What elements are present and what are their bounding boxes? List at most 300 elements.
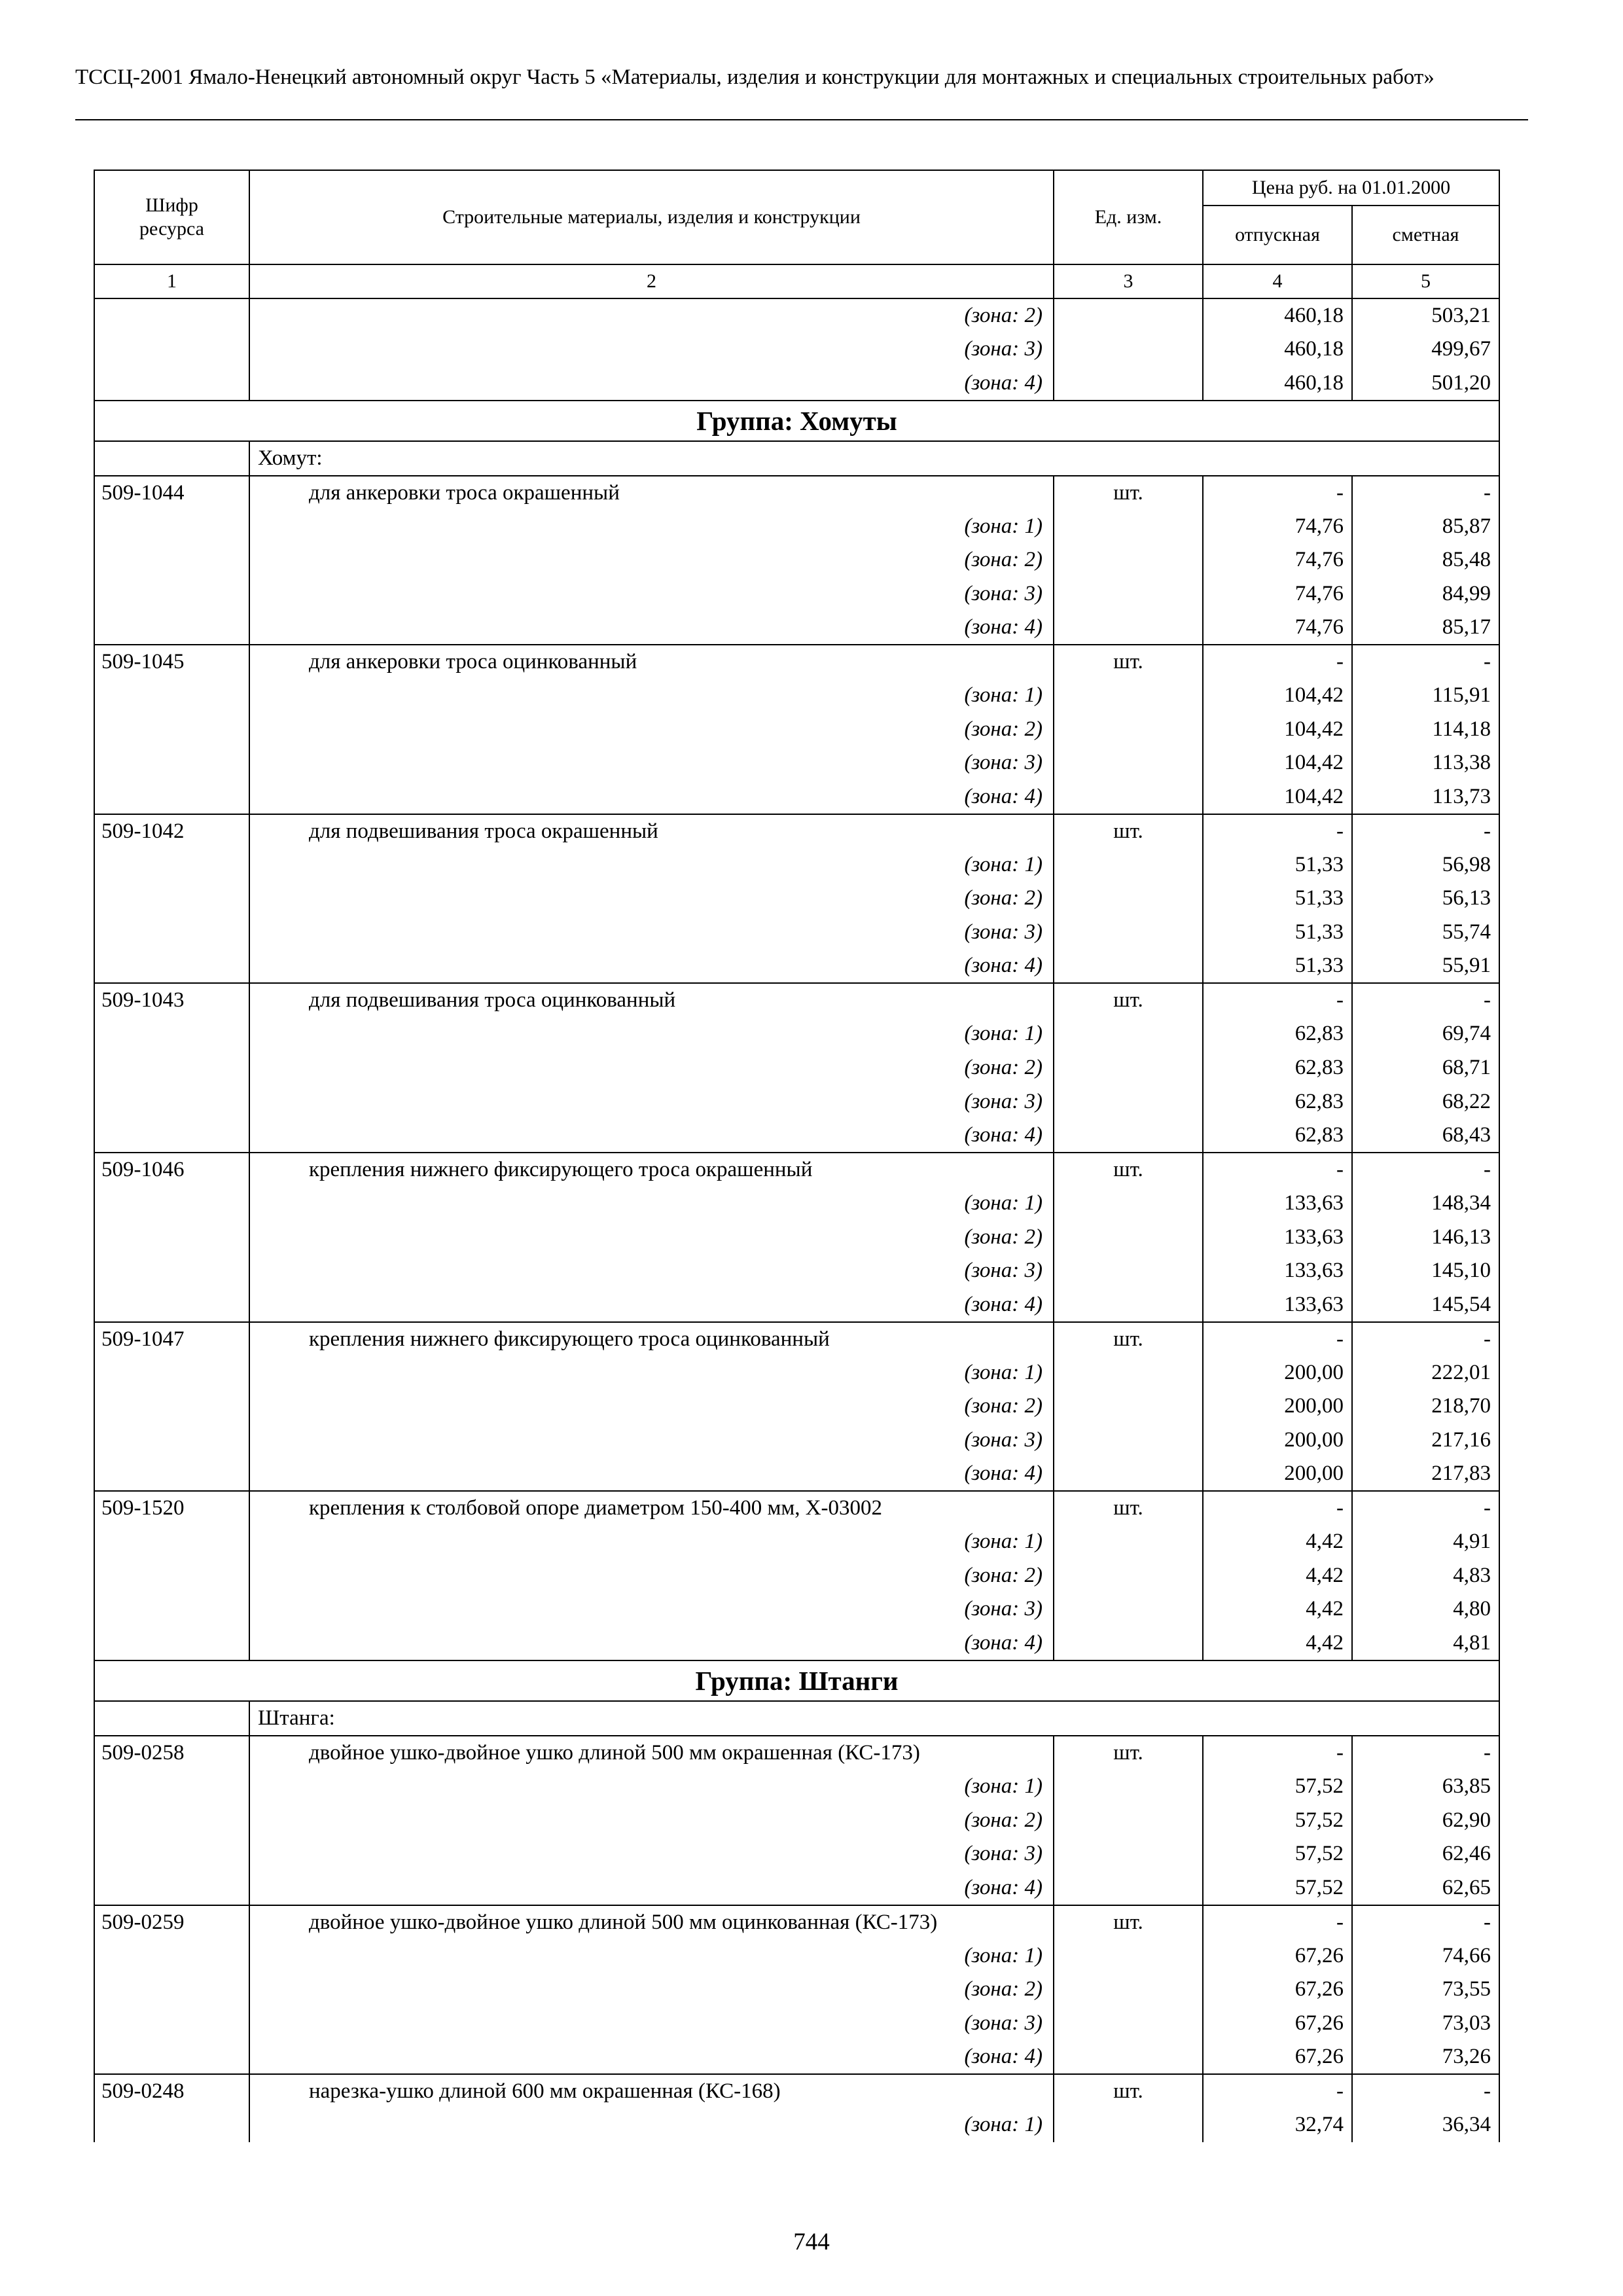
zone-label: (зона: 1) <box>249 2108 1054 2142</box>
estimate-price: - <box>1352 1322 1499 1356</box>
page-number: 744 <box>793 2229 830 2255</box>
unit-cell <box>1054 543 1203 577</box>
estimate-price: 501,20 <box>1352 367 1499 401</box>
release-price: 104,42 <box>1203 679 1352 713</box>
estimate-price: 503,21 <box>1352 298 1499 332</box>
zone-row <box>94 1424 1499 1458</box>
zone-row <box>94 1288 1499 1322</box>
zone-row <box>94 1770 1499 1804</box>
code-cell <box>94 298 249 332</box>
unit-cell <box>1054 848 1203 882</box>
code-cell <box>94 1356 249 1390</box>
code-cell <box>94 679 249 713</box>
estimate-price: 146,13 <box>1352 1221 1499 1255</box>
item-row <box>94 814 1499 848</box>
zone-row <box>94 2007 1499 2041</box>
estimate-price: 115,91 <box>1352 679 1499 713</box>
zone-label: (зона: 4) <box>249 611 1054 645</box>
zone-row <box>94 882 1499 916</box>
column-header-code: Шифр ресурса <box>94 170 249 264</box>
release-price: - <box>1203 476 1352 510</box>
release-price: - <box>1203 1322 1352 1356</box>
estimate-price: 56,13 <box>1352 882 1499 916</box>
code-cell <box>94 1119 249 1153</box>
resource-code: 509-1045 <box>94 645 249 679</box>
table-body <box>94 298 1499 2142</box>
resource-code: 509-0248 <box>94 2074 249 2108</box>
zone-label: (зона: 1) <box>249 848 1054 882</box>
release-price: 4,42 <box>1203 1592 1352 1626</box>
release-price: 4,42 <box>1203 1525 1352 1559</box>
release-price: - <box>1203 645 1352 679</box>
release-price: - <box>1203 814 1352 848</box>
unit-cell: шт. <box>1054 814 1203 848</box>
estimate-price: 74,66 <box>1352 1939 1499 1973</box>
zone-row <box>94 510 1499 544</box>
zone-row <box>94 1119 1499 1153</box>
item-name: крепления нижнего фиксирующего троса оцинкованный <box>249 1322 1054 1356</box>
item-name: для анкеровки троса окрашенный <box>249 476 1054 510</box>
release-price: - <box>1203 1736 1352 1770</box>
resource-code: 509-0259 <box>94 1905 249 1939</box>
zone-row <box>94 543 1499 577</box>
release-price: 62,83 <box>1203 1051 1352 1085</box>
unit-cell <box>1054 1592 1203 1626</box>
unit-cell: шт. <box>1054 1905 1203 1939</box>
unit-cell <box>1054 916 1203 950</box>
zone-label: (зона: 1) <box>249 1187 1054 1221</box>
estimate-price: - <box>1352 814 1499 848</box>
code-cell <box>94 1973 249 2007</box>
item-row <box>94 1153 1499 1187</box>
release-price: 4,42 <box>1203 1559 1352 1593</box>
estimate-price: 36,34 <box>1352 2108 1499 2142</box>
unit-cell <box>1054 713 1203 747</box>
release-price: 51,33 <box>1203 916 1352 950</box>
zone-label: (зона: 1) <box>249 510 1054 544</box>
estimate-price: 68,43 <box>1352 1119 1499 1153</box>
resource-code: 509-1520 <box>94 1491 249 1525</box>
code-cell <box>94 1592 249 1626</box>
release-price: 200,00 <box>1203 1457 1352 1491</box>
code-cell <box>94 367 249 401</box>
code-cell <box>94 1390 249 1424</box>
zone-label: (зона: 2) <box>249 882 1054 916</box>
unit-cell <box>1054 1770 1203 1804</box>
zone-label: (зона: 2) <box>249 713 1054 747</box>
zone-row <box>94 1592 1499 1626</box>
zone-label: (зона: 3) <box>249 916 1054 950</box>
unit-cell <box>1054 611 1203 645</box>
unit-cell <box>1054 1804 1203 1838</box>
unit-cell <box>1054 882 1203 916</box>
unit-cell <box>1054 1837 1203 1871</box>
zone-label: (зона: 4) <box>249 1457 1054 1491</box>
code-cell <box>94 780 249 814</box>
estimate-price: 114,18 <box>1352 713 1499 747</box>
zone-label: (зона: 3) <box>249 1592 1054 1626</box>
zone-row <box>94 2040 1499 2074</box>
release-price: - <box>1203 983 1352 1017</box>
unit-cell <box>1054 332 1203 367</box>
item-name: двойное ушко-двойное ушко длиной 500 мм оцинкованная (КС-173) <box>249 1905 1054 1939</box>
price-table <box>94 170 1500 2142</box>
estimate-price: 4,81 <box>1352 1626 1499 1660</box>
estimate-price: 69,74 <box>1352 1017 1499 1051</box>
estimate-price: 85,87 <box>1352 510 1499 544</box>
zone-row <box>94 1804 1499 1838</box>
zone-label: (зона: 3) <box>249 1254 1054 1288</box>
zone-label: (зона: 3) <box>249 746 1054 780</box>
column-header-unit: Ед. изм. <box>1054 170 1203 264</box>
unit-cell <box>1054 746 1203 780</box>
estimate-price: 113,73 <box>1352 780 1499 814</box>
estimate-price: 499,67 <box>1352 332 1499 367</box>
code-cell <box>94 1254 249 1288</box>
unit-cell <box>1054 1051 1203 1085</box>
release-price: 200,00 <box>1203 1424 1352 1458</box>
estimate-price: 4,83 <box>1352 1559 1499 1593</box>
zone-label: (зона: 3) <box>249 1424 1054 1458</box>
zone-label: (зона: 3) <box>249 332 1054 367</box>
release-price: 133,63 <box>1203 1254 1352 1288</box>
estimate-price: 84,99 <box>1352 577 1499 611</box>
code-cell <box>94 1187 249 1221</box>
zone-row <box>94 1390 1499 1424</box>
zone-row <box>94 1939 1499 1973</box>
resource-code: 509-1047 <box>94 1322 249 1356</box>
code-cell <box>94 2040 249 2074</box>
zone-label: (зона: 2) <box>249 1973 1054 2007</box>
release-price: 51,33 <box>1203 949 1352 983</box>
code-cell <box>94 1939 249 1973</box>
code-cell <box>94 882 249 916</box>
unit-cell <box>1054 780 1203 814</box>
release-price: - <box>1203 1153 1352 1187</box>
unit-cell <box>1054 1187 1203 1221</box>
release-price: 67,26 <box>1203 2007 1352 2041</box>
code-cell <box>94 2108 249 2142</box>
zone-row <box>94 1871 1499 1905</box>
code-cell <box>94 441 249 476</box>
column-header-price-estimate: сметная <box>1352 206 1499 264</box>
zone-row <box>94 1457 1499 1491</box>
zone-row <box>94 1254 1499 1288</box>
release-price: 104,42 <box>1203 780 1352 814</box>
zone-label: (зона: 3) <box>249 1085 1054 1119</box>
release-price: 67,26 <box>1203 1939 1352 1973</box>
zone-label: (зона: 4) <box>249 1871 1054 1905</box>
unit-cell <box>1054 1939 1203 1973</box>
code-cell <box>94 1288 249 1322</box>
resource-code: 509-1042 <box>94 814 249 848</box>
item-name: нарезка-ушко длиной 600 мм окрашенная (КС-168) <box>249 2074 1054 2108</box>
zone-row <box>94 1559 1499 1593</box>
zone-row <box>94 713 1499 747</box>
code-cell <box>94 1525 249 1559</box>
release-price: 104,42 <box>1203 746 1352 780</box>
estimate-price: 55,74 <box>1352 916 1499 950</box>
zone-label: (зона: 4) <box>249 949 1054 983</box>
document-header: ТССЦ-2001 Ямало-Ненецкий автономный округ Часть 5 «Материалы, изделия и конструкции для монтажных и специальных строительных работ» <box>75 65 1435 89</box>
zone-row <box>94 1085 1499 1119</box>
unit-cell <box>1054 1288 1203 1322</box>
resource-code: 509-1046 <box>94 1153 249 1187</box>
column-number-1: 1 <box>94 264 249 298</box>
release-price: 62,83 <box>1203 1085 1352 1119</box>
estimate-price: 222,01 <box>1352 1356 1499 1390</box>
zone-label: (зона: 1) <box>249 1017 1054 1051</box>
unit-cell <box>1054 510 1203 544</box>
release-price: - <box>1203 2074 1352 2108</box>
unit-cell: шт. <box>1054 645 1203 679</box>
unit-cell <box>1054 1017 1203 1051</box>
release-price: 133,63 <box>1203 1221 1352 1255</box>
zone-label: (зона: 4) <box>249 1626 1054 1660</box>
unit-cell <box>1054 2007 1203 2041</box>
code-cell <box>94 713 249 747</box>
code-cell <box>94 510 249 544</box>
subgroup-row <box>94 1701 1499 1736</box>
zone-label: (зона: 4) <box>249 1119 1054 1153</box>
zone-label: (зона: 3) <box>249 1837 1054 1871</box>
code-cell <box>94 1626 249 1660</box>
resource-code: 509-0258 <box>94 1736 249 1770</box>
estimate-price: 62,65 <box>1352 1871 1499 1905</box>
unit-cell <box>1054 1254 1203 1288</box>
estimate-price: - <box>1352 1905 1499 1939</box>
code-cell <box>94 611 249 645</box>
release-price: 51,33 <box>1203 848 1352 882</box>
zone-row <box>94 949 1499 983</box>
estimate-price: 63,85 <box>1352 1770 1499 1804</box>
zone-label: (зона: 3) <box>249 2007 1054 2041</box>
table-header <box>94 170 1499 298</box>
zone-row <box>94 1187 1499 1221</box>
release-price: 57,52 <box>1203 1770 1352 1804</box>
code-cell <box>94 577 249 611</box>
zone-row <box>94 332 1499 367</box>
code-cell <box>94 332 249 367</box>
unit-cell <box>1054 1559 1203 1593</box>
item-row <box>94 983 1499 1017</box>
release-price: 74,76 <box>1203 510 1352 544</box>
zone-label: (зона: 2) <box>249 543 1054 577</box>
unit-cell <box>1054 1457 1203 1491</box>
code-cell <box>94 543 249 577</box>
item-name: крепления нижнего фиксирующего троса окрашенный <box>249 1153 1054 1187</box>
code-cell <box>94 746 249 780</box>
column-number-4: 4 <box>1203 264 1352 298</box>
unit-cell <box>1054 1119 1203 1153</box>
release-price: 460,18 <box>1203 332 1352 367</box>
release-price: 460,18 <box>1203 298 1352 332</box>
estimate-price: - <box>1352 1491 1499 1525</box>
column-header-name: Строительные материалы, изделия и конструкции <box>249 170 1054 264</box>
column-header-price-release: отпускная <box>1203 206 1352 264</box>
estimate-price: 218,70 <box>1352 1390 1499 1424</box>
release-price: 57,52 <box>1203 1804 1352 1838</box>
release-price: 67,26 <box>1203 2040 1352 2074</box>
unit-cell <box>1054 949 1203 983</box>
column-number-3: 3 <box>1054 264 1203 298</box>
code-cell <box>94 1221 249 1255</box>
estimate-price: 217,83 <box>1352 1457 1499 1491</box>
header-divider <box>75 119 1528 120</box>
release-price: 74,76 <box>1203 577 1352 611</box>
group-title: Группа: Штанги <box>94 1660 1499 1701</box>
unit-cell <box>1054 679 1203 713</box>
estimate-price: - <box>1352 2074 1499 2108</box>
zone-label: (зона: 4) <box>249 1288 1054 1322</box>
zone-row <box>94 1525 1499 1559</box>
code-cell <box>94 1804 249 1838</box>
column-number-2: 2 <box>249 264 1054 298</box>
unit-cell <box>1054 1525 1203 1559</box>
estimate-price: 145,54 <box>1352 1288 1499 1322</box>
release-price: - <box>1203 1491 1352 1525</box>
unit-cell <box>1054 1221 1203 1255</box>
zone-label: (зона: 2) <box>249 1221 1054 1255</box>
zone-row <box>94 577 1499 611</box>
estimate-price: 4,91 <box>1352 1525 1499 1559</box>
release-price: 51,33 <box>1203 882 1352 916</box>
zone-row <box>94 1626 1499 1660</box>
zone-row <box>94 298 1499 332</box>
zone-label: (зона: 4) <box>249 367 1054 401</box>
zone-label: (зона: 2) <box>249 1390 1054 1424</box>
code-cell <box>94 1837 249 1871</box>
code-cell <box>94 949 249 983</box>
release-price: 62,83 <box>1203 1119 1352 1153</box>
code-cell <box>94 1457 249 1491</box>
code-cell <box>94 1871 249 1905</box>
zone-row <box>94 2108 1499 2142</box>
unit-cell <box>1054 298 1203 332</box>
zone-label: (зона: 4) <box>249 2040 1054 2074</box>
column-number-5: 5 <box>1352 264 1499 298</box>
zone-label: (зона: 4) <box>249 780 1054 814</box>
zone-row <box>94 611 1499 645</box>
zone-row <box>94 1356 1499 1390</box>
estimate-price: 217,16 <box>1352 1424 1499 1458</box>
release-price: 460,18 <box>1203 367 1352 401</box>
estimate-price: 62,90 <box>1352 1804 1499 1838</box>
unit-cell <box>1054 577 1203 611</box>
estimate-price: - <box>1352 1736 1499 1770</box>
estimate-price: 85,48 <box>1352 543 1499 577</box>
estimate-price: - <box>1352 645 1499 679</box>
unit-cell <box>1054 1871 1203 1905</box>
release-price: 133,63 <box>1203 1288 1352 1322</box>
subgroup-label: Штанга: <box>249 1701 1499 1736</box>
release-price: - <box>1203 1905 1352 1939</box>
subgroup-label: Хомут: <box>249 441 1499 476</box>
item-row <box>94 645 1499 679</box>
column-header-price: Цена руб. на 01.01.2000 <box>1203 170 1499 206</box>
estimate-price: 4,80 <box>1352 1592 1499 1626</box>
release-price: 57,52 <box>1203 1837 1352 1871</box>
unit-cell <box>1054 2108 1203 2142</box>
release-price: 32,74 <box>1203 2108 1352 2142</box>
zone-row <box>94 1221 1499 1255</box>
zone-label: (зона: 3) <box>249 577 1054 611</box>
estimate-price: 68,71 <box>1352 1051 1499 1085</box>
estimate-price: 73,55 <box>1352 1973 1499 2007</box>
unit-cell <box>1054 1424 1203 1458</box>
code-cell <box>94 2007 249 2041</box>
zone-row <box>94 780 1499 814</box>
code-cell <box>94 1770 249 1804</box>
zone-row <box>94 916 1499 950</box>
release-price: 200,00 <box>1203 1390 1352 1424</box>
group-title-row <box>94 401 1499 441</box>
estimate-price: - <box>1352 983 1499 1017</box>
release-price: 57,52 <box>1203 1871 1352 1905</box>
estimate-price: 55,91 <box>1352 949 1499 983</box>
estimate-price: - <box>1352 1153 1499 1187</box>
release-price: 74,76 <box>1203 543 1352 577</box>
code-cell <box>94 1559 249 1593</box>
unit-cell: шт. <box>1054 476 1203 510</box>
unit-cell <box>1054 367 1203 401</box>
zone-label: (зона: 1) <box>249 1525 1054 1559</box>
code-cell <box>94 916 249 950</box>
estimate-price: 56,98 <box>1352 848 1499 882</box>
estimate-price: - <box>1352 476 1499 510</box>
zone-row <box>94 1837 1499 1871</box>
zone-row <box>94 367 1499 401</box>
unit-cell <box>1054 1356 1203 1390</box>
zone-label: (зона: 1) <box>249 1356 1054 1390</box>
zone-row <box>94 1051 1499 1085</box>
unit-cell: шт. <box>1054 1153 1203 1187</box>
subgroup-row <box>94 441 1499 476</box>
item-name: для анкеровки троса оцинкованный <box>249 645 1054 679</box>
resource-code: 509-1043 <box>94 983 249 1017</box>
unit-cell: шт. <box>1054 1736 1203 1770</box>
item-row <box>94 1322 1499 1356</box>
release-price: 4,42 <box>1203 1626 1352 1660</box>
release-price: 200,00 <box>1203 1356 1352 1390</box>
unit-cell <box>1054 1085 1203 1119</box>
group-title: Группа: Хомуты <box>94 401 1499 441</box>
item-name: для подвешивания троса оцинкованный <box>249 983 1054 1017</box>
estimate-price: 113,38 <box>1352 746 1499 780</box>
zone-label: (зона: 1) <box>249 1770 1054 1804</box>
release-price: 104,42 <box>1203 713 1352 747</box>
code-cell <box>94 1701 249 1736</box>
unit-cell: шт. <box>1054 1491 1203 1525</box>
zone-label: (зона: 2) <box>249 1051 1054 1085</box>
item-name: для подвешивания троса окрашенный <box>249 814 1054 848</box>
estimate-price: 73,26 <box>1352 2040 1499 2074</box>
code-cell <box>94 1424 249 1458</box>
unit-cell <box>1054 1390 1203 1424</box>
estimate-price: 85,17 <box>1352 611 1499 645</box>
item-row <box>94 1736 1499 1770</box>
zone-row <box>94 848 1499 882</box>
zone-label: (зона: 1) <box>249 1939 1054 1973</box>
code-cell <box>94 1051 249 1085</box>
group-title-row <box>94 1660 1499 1701</box>
release-price: 62,83 <box>1203 1017 1352 1051</box>
unit-cell <box>1054 1626 1203 1660</box>
unit-cell: шт. <box>1054 1322 1203 1356</box>
zone-label: (зона: 2) <box>249 298 1054 332</box>
zone-label: (зона: 2) <box>249 1559 1054 1593</box>
code-cell <box>94 1085 249 1119</box>
